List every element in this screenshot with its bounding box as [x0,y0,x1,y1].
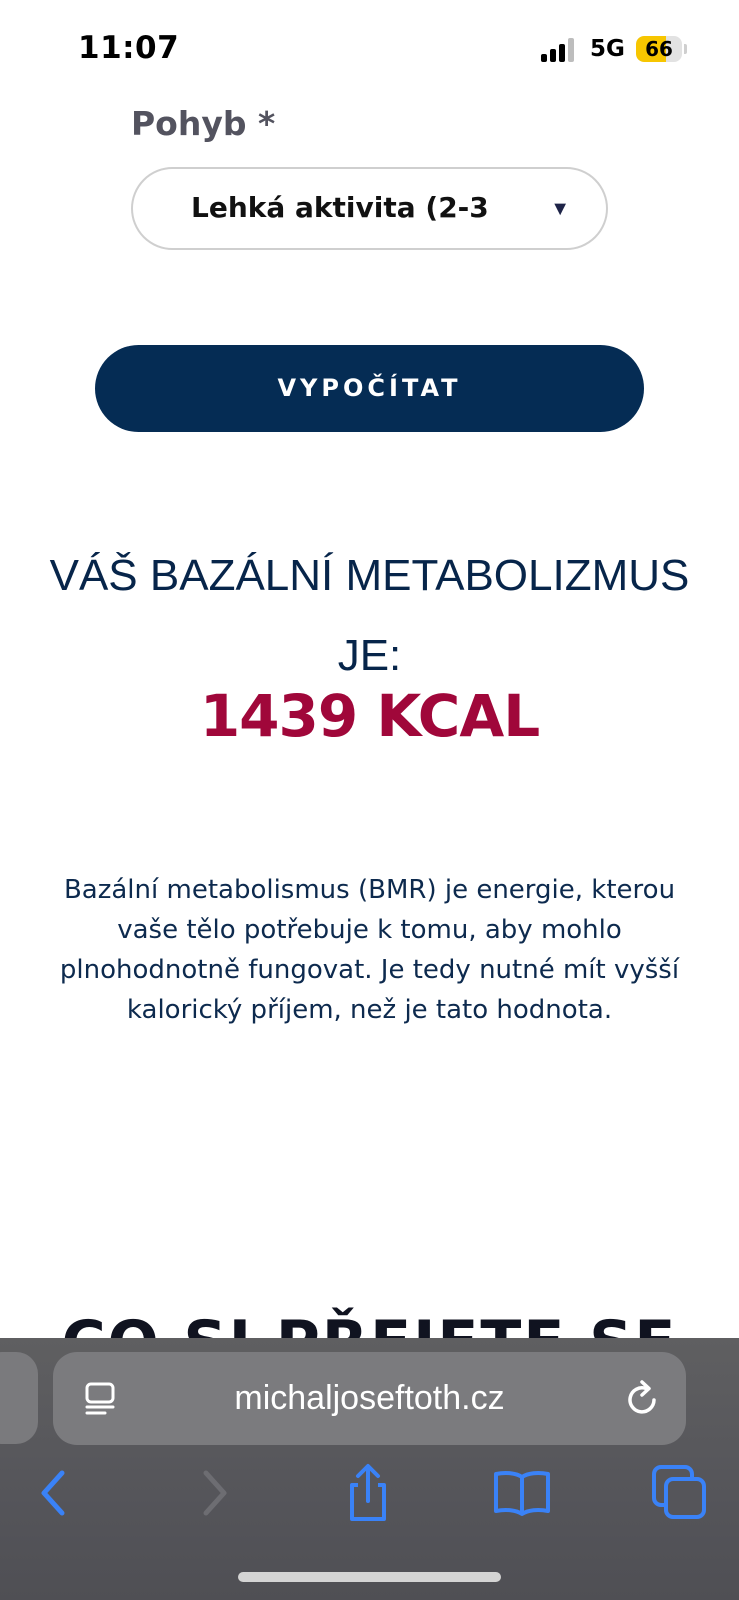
battery-level: 66 [645,37,673,61]
network-type: 5G [590,36,625,62]
result-title [20,536,719,696]
back-icon[interactable] [24,1463,84,1523]
reload-icon[interactable] [624,1378,662,1418]
forward-icon[interactable] [184,1463,244,1523]
status-bar [0,0,739,96]
battery-icon [636,36,682,62]
previous-tab-preview[interactable] [0,1352,38,1444]
bookmarks-icon[interactable] [492,1463,552,1523]
activity-label: Pohyb * [131,104,276,143]
bmr-value: 1439 KCAL [199,682,540,750]
battery-nub [684,44,687,54]
activity-select-value: Lehká aktivita (2-3 [191,191,489,224]
result-title-line1: VÁŠ BAZÁLNÍ METABOLIZMUS [49,551,690,600]
tabs-icon[interactable] [650,1463,710,1523]
activity-select[interactable] [131,167,608,250]
home-indicator[interactable] [238,1572,501,1582]
share-icon[interactable] [338,1463,398,1523]
url-text[interactable]: michaljoseftoth.cz [234,1379,505,1417]
browser-bar [0,1338,739,1600]
dropdown-triangle-icon: ▼ [550,198,570,220]
cellular-signal-icon [541,38,577,62]
result-title-line2: JE: [337,631,402,680]
address-bar[interactable] [53,1352,686,1445]
bmr-description: Bazální metabolismus (BMR) je energie, kterou vaše tělo potřebuje k tomu, aby mohlo plnohodnotně fungovat. Je tedy nutné mít vyšší kalorický příjem, než je tato hodnota. [59,875,680,1025]
calculate-button[interactable]: VYPOČÍTAT [95,345,644,432]
status-time: 11:07 [78,30,180,66]
reader-icon[interactable] [85,1382,115,1416]
browser-toolbar [0,1463,739,1543]
